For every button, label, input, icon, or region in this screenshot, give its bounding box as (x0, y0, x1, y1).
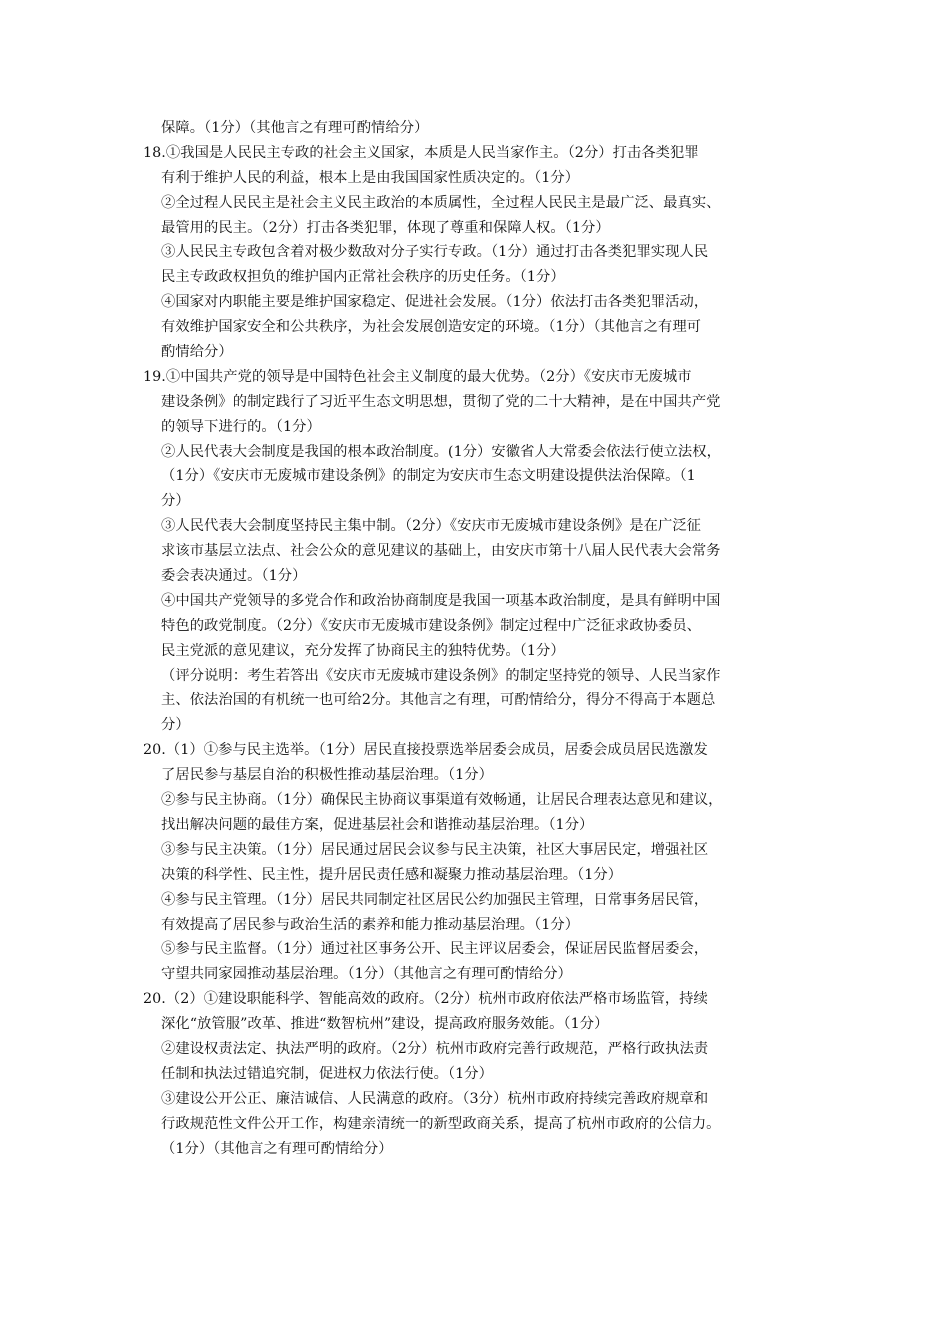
text-line: ③人民民主专政包含着对极少数敌对分子实行专政。（1分）通过打击各类犯罪实现人民 (161, 244, 709, 261)
text-line: 建设条例》的制定践行了习近平生态文明思想，贯彻了党的二十大精神，是在中国共产党 (161, 393, 721, 410)
text-line: 行政规范性文件公开工作，构建亲清统一的新型政商关系，提高了杭州市政府的公信力。 (161, 1115, 721, 1132)
text-line: ②人民代表大会制度是我国的根本政治制度。(1分）安徽省人大常委会依法行使立法权， (161, 443, 721, 460)
text-line: 主、依法治国的有机统一也可给2分。其他言之有理，可酌情给分，得分不得高于本题总 (161, 692, 716, 709)
text-line: 的领导下进行的。（1分） (161, 418, 321, 435)
text-line: 分） (161, 717, 190, 734)
text-line: 求该市基层立法点、社会公众的意见建议的基础上，由安庆市第十八届人民代表大会常务 (161, 543, 721, 560)
text-line: 任制和执法过错追究制，促进权力依法行使。（1分） (161, 1065, 493, 1082)
text-line: 决策的科学性、民主性，提升居民责任感和凝聚力推动基层治理。（1分） (161, 866, 623, 883)
text-line: 有效提高了居民参与政治生活的素养和能力推动基层治理。（1分） (161, 916, 580, 933)
text-line: 守望共同家园推动基层治理。（1分）（其他言之有理可酌情给分） (161, 966, 572, 983)
text-line: 找出解决问题的最佳方案，促进基层社会和谐推动基层治理。（1分） (161, 816, 594, 833)
text-line: （1分）（其他言之有理可酌情给分） (161, 1140, 393, 1157)
text-line: 委会表决通过。（1分） (161, 568, 307, 585)
text-line: 民主党派的意见建议，充分发挥了协商民主的独特优势。（1分） (161, 642, 565, 659)
answer-key-text (143, 116, 811, 1161)
text-line: 保障。（1分）（其他言之有理可酌情给分） (161, 120, 429, 136)
text-line: ④中国共产党领导的多党合作和政治协商制度是我国一项基本政治制度，是具有鲜明中国 (161, 592, 721, 609)
text-line: ④参与民主管理。（1分）居民共同制定社区居民公约加强民主管理，日常事务居民管， (161, 891, 709, 908)
text-line: ④国家对内职能主要是维护国家稳定、促进社会发展。（1分）依法打击各类犯罪活动， (161, 294, 709, 311)
text-line: 民主专政政权担负的维护国内正常社会秩序的历史任务。（1分） (161, 269, 565, 286)
text-line: 18.①我国是人民民主专政的社会主义国家，本质是人民当家作主。（2分）打击各类犯罪 (143, 144, 699, 161)
text-line: 了居民参与基层自治的积极性推动基层治理。（1分） (161, 767, 493, 784)
text-line: ③人民代表大会制度坚持民主集中制。（2分）《安庆市无废城市建设条例》是在广泛征 (161, 518, 702, 535)
text-line: 20.（1）①参与民主选举。（1分）居民直接投票选举居委会成员，居委会成员居民选激发 (143, 742, 708, 759)
text-line: ②建设权责法定、执法严明的政府。（2分）杭州市政府完善行政规范，严格行政执法责 (161, 1040, 709, 1057)
text-line: ③建设公开公正、廉洁诚信、人民满意的政府。（3分）杭州市政府持续完善政府规章和 (161, 1090, 709, 1107)
text-line: 酌情给分） (161, 344, 233, 361)
text-line: ②参与民主协商。（1分）确保民主协商议事渠道有效畅通，让居民合理表达意见和建议， (161, 792, 723, 809)
text-line: 有利于维护人民的利益，根本上是由我国国家性质决定的。（1分） (161, 169, 580, 186)
text-line: ⑤参与民主监督。（1分）通过社区事务公开、民主评议居委会，保证居民监督居委会， (161, 941, 709, 958)
text-line: （1分）《安庆市无废城市建设条例》的制定为安庆市生态文明建设提供法治保障。（1 (161, 468, 696, 485)
text-line: 分） (161, 493, 190, 510)
text-line: 特色的政党制度。（2分）《安庆市无废城市建设条例》制定过程中广泛征求政协委员、 (161, 617, 702, 634)
text-line: ②全过程人民民主是社会主义民主政治的本质属性，全过程人民民主是最广泛、最真实、 (161, 194, 721, 211)
text-line: （评分说明：考生若答出《安庆市无废城市建设条例》的制定坚持党的领导、人民当家作 (161, 667, 721, 684)
text-line: ③参与民主决策。（1分）居民通过居民会议参与民主决策，社区大事居民定，增强社区 (161, 841, 709, 858)
text-line: 有效维护国家安全和公共秩序，为社会发展创造安定的环境。（1分）（其他言之有理可 (161, 319, 702, 336)
text-line: 20.（2）①建设职能科学、智能高效的政府。（2分）杭州市政府依法严格市场监管，持续 (143, 991, 708, 1008)
text-line: 19.①中国共产党的领导是中国特色社会主义制度的最大优势。（2分）《安庆市无废城市 (143, 368, 692, 385)
text-line: 深化“放管服”改革、推进“数智杭州”建设，提高政府服务效能。（1分） (161, 1016, 609, 1033)
text-line: 最管用的民主。（2分）打击各类犯罪，体现了尊重和保障人权。（1分） (161, 219, 610, 236)
